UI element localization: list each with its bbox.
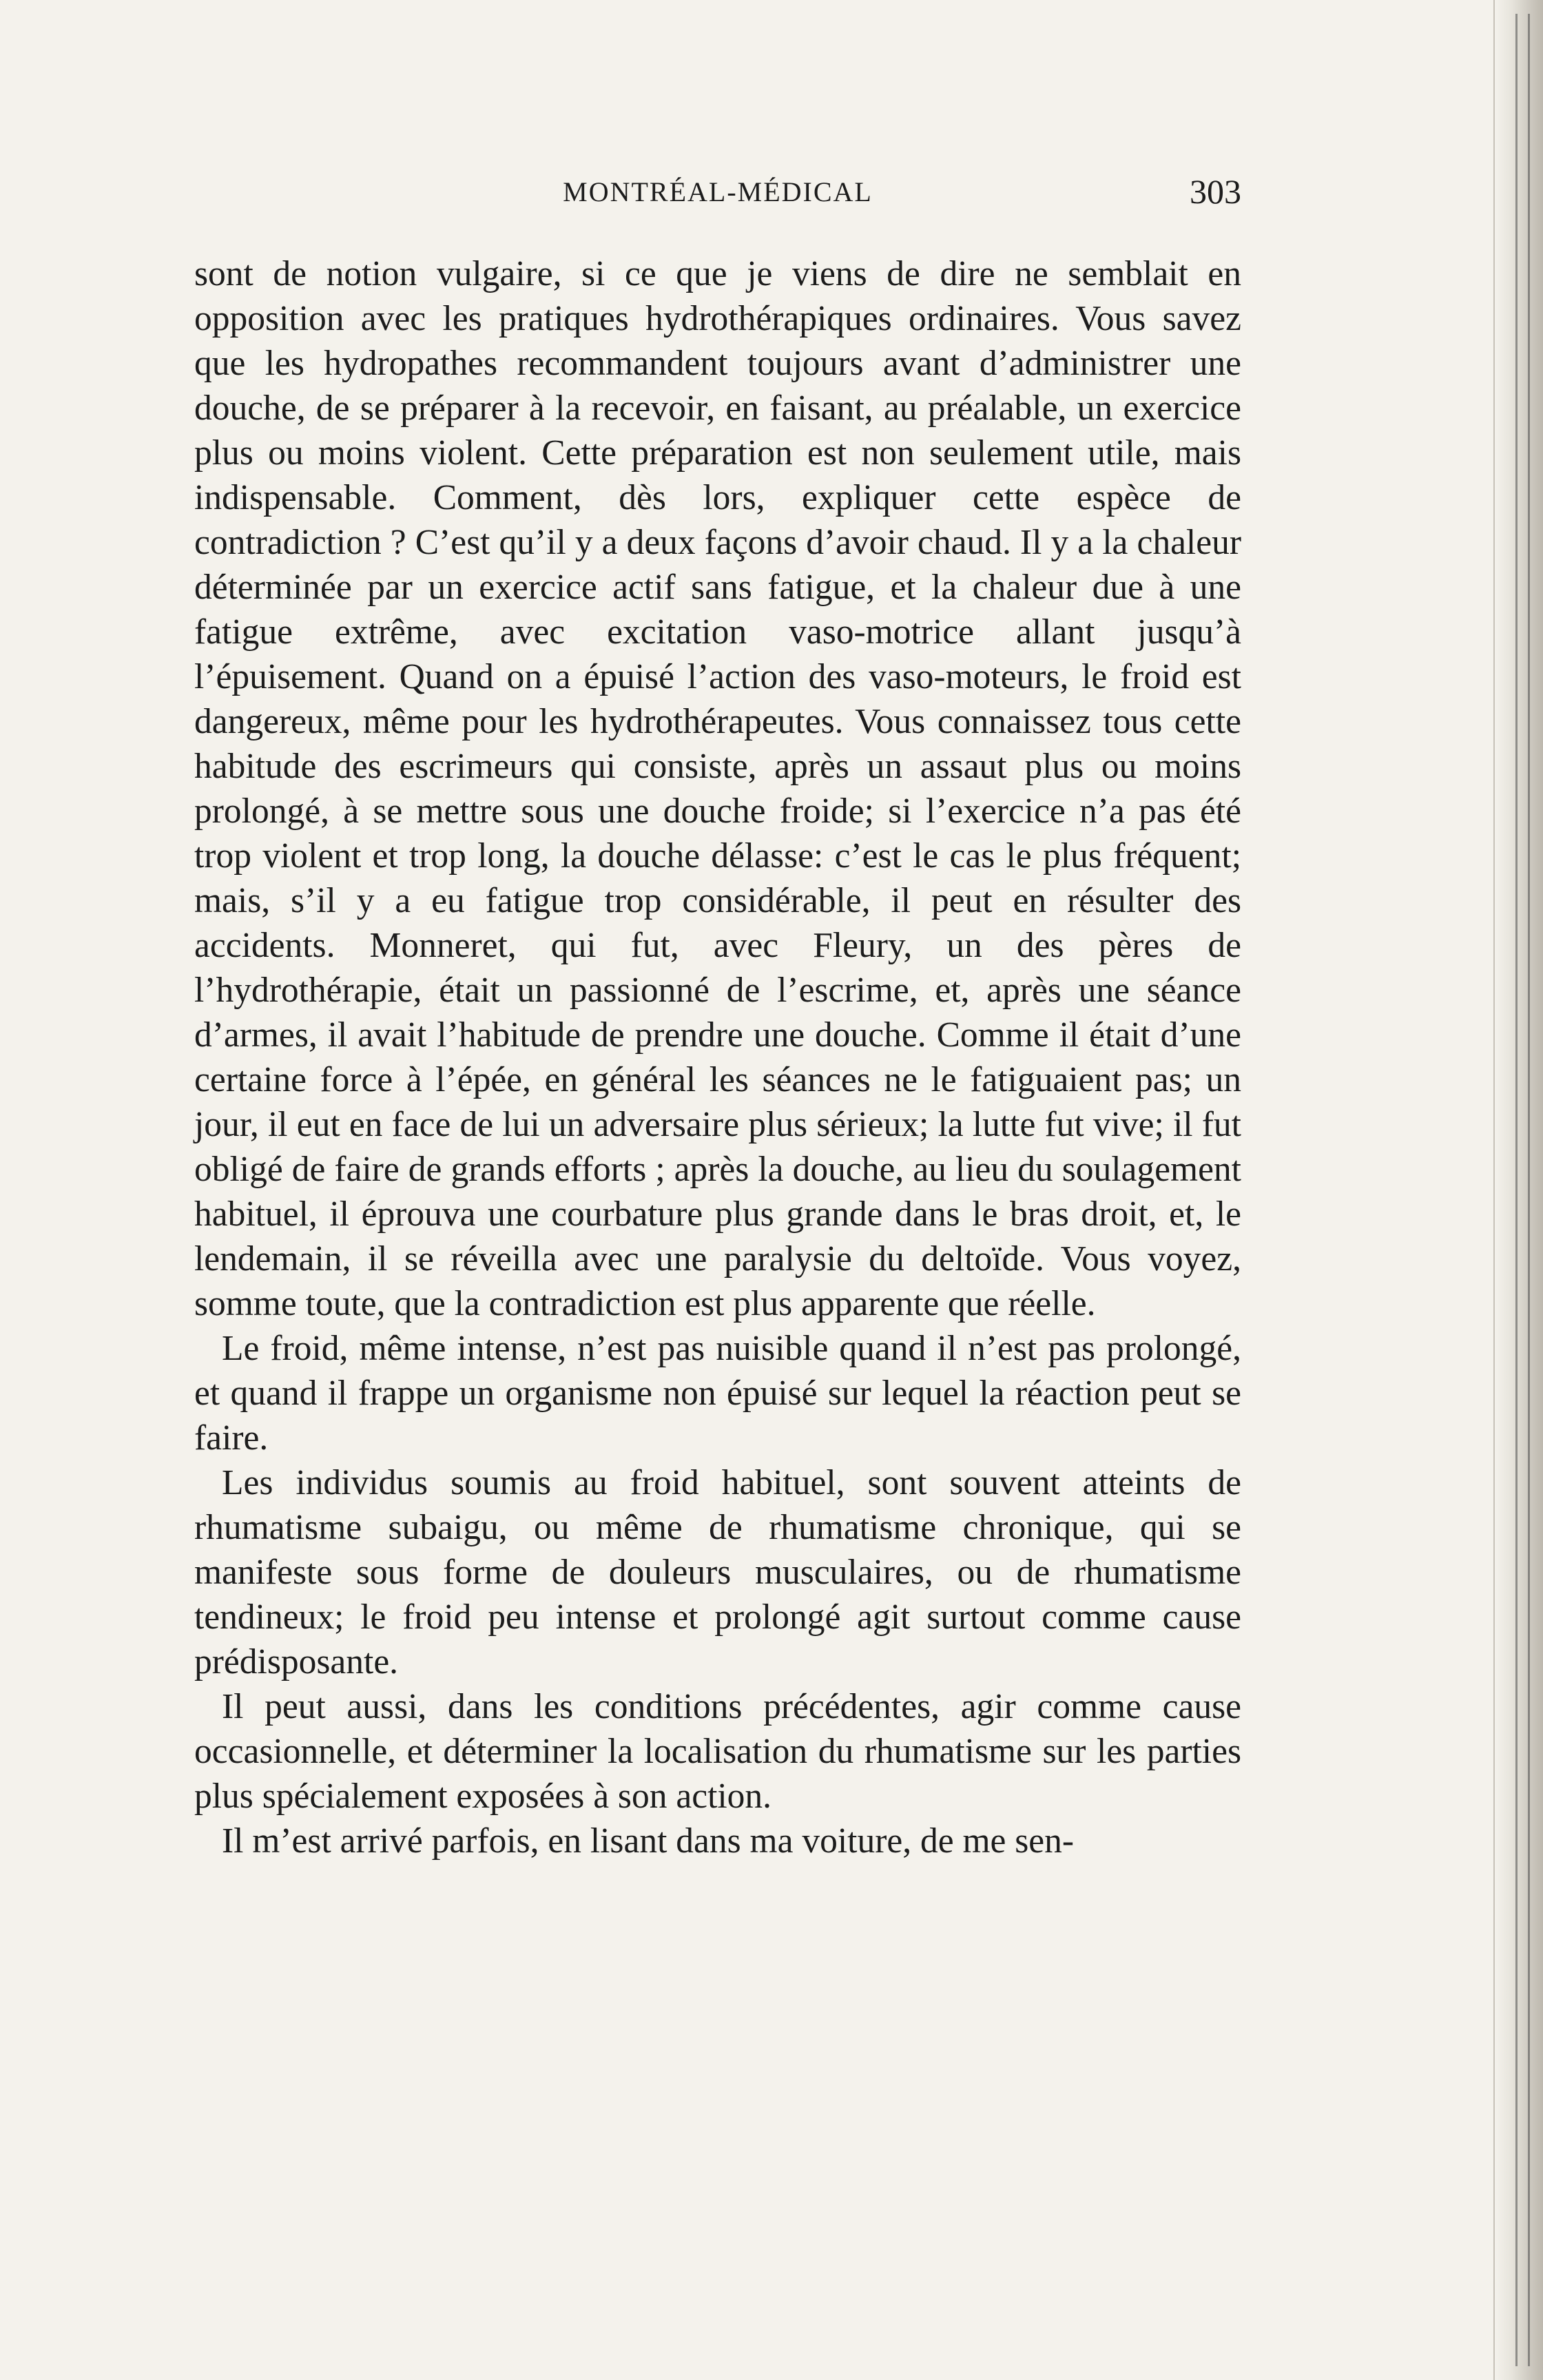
paragraph: sont de notion vulgaire, si ce que je viens de dire ne semblait en opposition avec les pratiques hydrothérapiques ordinaires. Vous savez que les hydropathes recommandent toujours avant d’administrer une douche, de se préparer à la recevoir, en faisant, au préalable, un exercice plus ou moins violent. Cette préparation est non seulement utile, mais indispensable. Comment, dès lors, expliquer cette espèce de contradiction ? C’est qu’il y a deux façons d’avoir chaud. Il y a la chaleur déterminée par un exercice actif sans fatigue, et la chaleur due à une fatigue extrême, avec excitation vaso-motrice allant jusqu’à l’épuisement. Quand on a épuisé l’action des vaso-moteurs, le froid est dangereux, même pour les hydrothérapeutes. Vous connaissez tous cette habitude des escrimeurs qui consiste, après un assaut plus ou moins prolongé, à se mettre sous une douche froide; si l’exercice n’a pas été trop violent et trop long, la douche délasse: c’est le cas le plus fréquent; mais, s’il y a eu fatigue trop considérable, il peut en résulter des accidents. Monneret, qui fut, avec Fleury, un des pères de l’hydrothérapie, était un passionné de l’escrime, et, après une séance d’armes, il avait l’habitude de prendre une douche. Comme il était d’une certaine force à l’épée, en général les séances ne le fatiguaient pas; un jour, il eut en face de lui un adversaire plus sérieux; la lutte fut vive; il fut obligé de faire de grands efforts ; après la douche, au lieu du soulagement habituel, il éprouva une courbature plus grande dans le bras droit, et, le lendemain, il se réveilla avec une paralysie du deltoïde. Vous voyez, somme toute, que la contradiction est plus apparente que réelle. xyxy=(194,254,1241,1323)
page-edge-line xyxy=(1515,14,1518,2366)
body-text xyxy=(194,251,1241,1863)
paragraph: Il m’est arrivé parfois, en lisant dans ma voiture, de me sen- xyxy=(222,1821,1075,1861)
page-number: 303 xyxy=(1190,172,1241,211)
running-title: MONTRÉAL-MÉDICAL xyxy=(563,176,873,207)
page-edge xyxy=(1493,0,1543,2380)
paragraph: Les individus soumis au froid habituel, sont souvent atteints de rhumatisme subaigu, ou même de rhumatisme chronique, qui se manifeste sous forme de douleurs musculaires, ou de rhumatisme tendineux; le froid peu intense et prolongé agit surtout comme cause prédisposante. xyxy=(194,1463,1241,1681)
paragraph: Il peut aussi, dans les conditions précédentes, agir comme cause occasionnelle, et déterminer la localisation du rhumatisme sur les parties plus spécialement exposées à son action. xyxy=(194,1687,1241,1816)
paragraph: Le froid, même intense, n’est pas nuisible quand il n’est pas prolongé, et quand il frappe un organisme non épuisé sur lequel la réaction peut se faire. xyxy=(194,1329,1241,1458)
page-edge-line xyxy=(1528,14,1530,2366)
page-header xyxy=(194,172,1241,217)
